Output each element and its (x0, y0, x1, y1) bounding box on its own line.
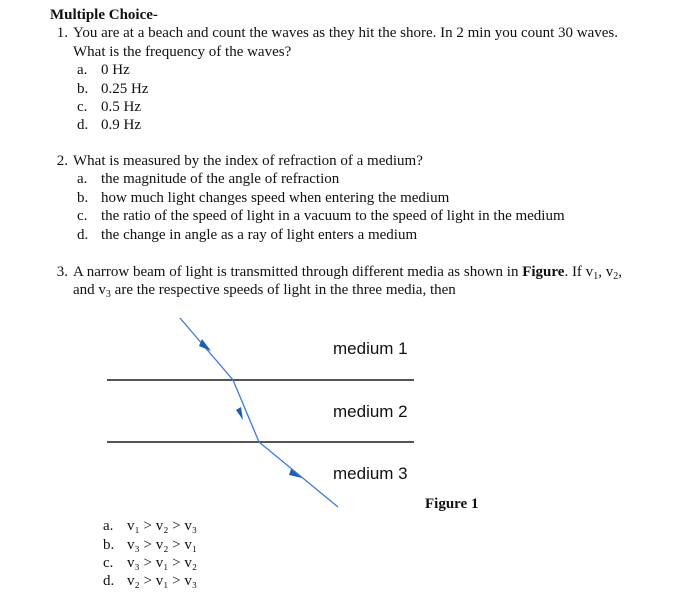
question-text: What is measured by the index of refraction of a medium? (73, 153, 423, 169)
option-text: v₃ > v₂ > v₁ (127, 537, 198, 553)
option-text: the change in angle as a ray of light enters a medium (101, 227, 418, 243)
question-text: and $v_3$ are the respective speeds of light in the three media, then (73, 282, 456, 300)
option-letter: a. (77, 171, 88, 187)
option-letter: b. (77, 190, 89, 206)
option-letter: c. (103, 555, 114, 571)
option-text: 0.25 Hz (101, 81, 149, 97)
medium-label: medium 2 (333, 402, 408, 421)
option-text: v₂ > v₁ > v₃ (127, 573, 198, 589)
question-number: 3. (56, 264, 68, 280)
option-letter: b. (77, 81, 89, 97)
option-text: v₃ > v₁ > v₂ (127, 555, 198, 571)
ray-arrow-icon (236, 407, 243, 420)
question-number: 2. (56, 153, 68, 169)
page-heading: Multiple Choice- (50, 7, 158, 23)
question-number: 1. (56, 25, 68, 41)
medium-label: medium 3 (333, 464, 408, 483)
option-letter: b. (103, 537, 115, 553)
ray-arrow-icon (289, 469, 302, 478)
option-text: 0.5 Hz (101, 99, 141, 115)
option-letter: c. (77, 99, 88, 115)
option-letter: a. (77, 62, 88, 78)
question-text: A narrow beam of light is transmitted through different media as shown in Figure. If $v_1$, $v_2$, (73, 264, 622, 282)
option-letter: d. (103, 573, 115, 589)
option-letter: a. (103, 518, 114, 534)
option-letter: d. (77, 227, 89, 243)
figure-caption: Figure 1 (425, 496, 479, 512)
option-letter: c. (77, 208, 88, 224)
option-text: the ratio of the speed of light in a vacuum to the speed of light in the medium (101, 208, 565, 224)
ray-arrow-icon (199, 339, 211, 351)
question-text: What is the frequency of the waves? (73, 44, 292, 60)
medium-label: medium 1 (333, 339, 408, 358)
option-text: the magnitude of the angle of refraction (101, 171, 340, 187)
option-text: 0.9 Hz (101, 117, 141, 133)
option-letter: d. (77, 117, 89, 133)
option-text: v₁ > v₂ > v₃ (127, 518, 198, 534)
option-text: how much light changes speed when entering the medium (101, 190, 450, 206)
option-text: 0 Hz (101, 62, 130, 78)
question-text: You are at a beach and count the waves as they hit the shore. In 2 min you count 30 waves. (73, 25, 619, 41)
